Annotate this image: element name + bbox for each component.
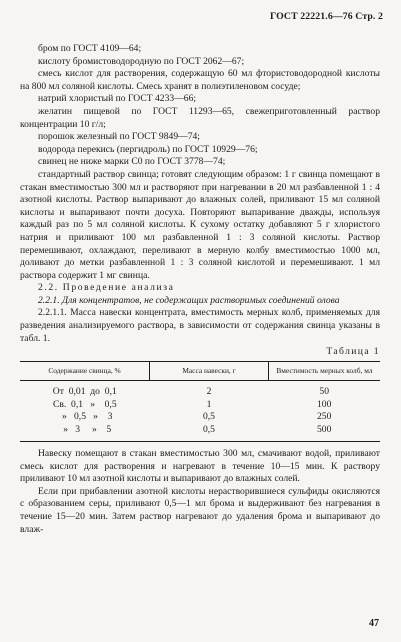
table-cell: 100: [317, 398, 332, 410]
text-line: натрий хлористый по ГОСТ 4233—66;: [38, 93, 197, 105]
table-cell: 250: [317, 411, 332, 423]
data-table: [20, 361, 380, 442]
table-header-cell: Содержание свинца, %: [20, 361, 150, 380]
paragraph: 2.2.1.1. Масса навески концентрата, вместимость мерных колб, применяемых для разведения анализируемого раствора, в зависимости от содержания свинца указаны в табл. 1.: [20, 307, 380, 344]
text-line: свинец не ниже марки С0 по ГОСТ 3778—74;: [38, 156, 226, 168]
table-cell: От 0,01 до 0,1: [52, 385, 117, 397]
text-line: смесь кислот для растворения, содержащую 60 мл фтористоводородной кислоты на 800 мл соляной кислоты. Смесь хранят в полиэтиленовом сосуде;: [20, 68, 380, 92]
table-header-row: [20, 361, 380, 380]
table-cell: » 0,5 » 3: [57, 411, 113, 423]
text-line: бром по ГОСТ 4109—64;: [38, 43, 142, 54]
table-caption: Таблица 1: [326, 346, 380, 358]
text-line: водорода перекись (пергидроль) по ГОСТ 10929—76;: [38, 143, 258, 155]
standard-solution-paragraph: стандартный раствор свинца; готовят следующим образом: 1 г свинца помещают в стакан вместимостью 300 мл и растворяют при нагревании в 20 мл разбавленной 1 : 4 азотной кислоты. Раствор выпаривают до влажных солей, приливают 15 мл соляной кислоты и выпаривают почти досуха. Повторяют выпаривание дважды, используя каждый раз по 5 мл соляной кислоты. К сухому остатку добавляют 5 г хлористого натрия и приливают 100 мл разбавленной 1 : 3 соляной кислоты. Раствор перемешивают, охлаждают, переливают в мерную колбу вместимостью 1000 мл, доливают до метки разбавленной 1 : 3 соляной кислотой и перемешивают. 1 мл раствора содержит 1 мг свинца.: [20, 168, 380, 281]
table-row: [20, 380, 380, 398]
text-line: кислоту бромистоводородную по ГОСТ 2062—67;: [38, 55, 245, 67]
table-row: [20, 424, 380, 441]
table-cell: 500: [268, 424, 380, 441]
subsection-heading-text: 2.2.1. Для концентратов, не содержащих растворимых соединений олова: [38, 294, 340, 306]
subsection-heading: [20, 295, 380, 308]
page-number: 47: [369, 618, 379, 629]
page-body: [20, 43, 380, 536]
text-line: желатин пищевой по ГОСТ 11293—65, свежеприготовленный раствор концентрации 10 г/л;: [20, 105, 380, 130]
section-heading: 2.2. Проведение анализа: [38, 282, 175, 294]
table-header-cell: Масса навески, г: [150, 361, 269, 380]
table-cell: 2: [206, 385, 212, 397]
table-cell: 1: [206, 398, 212, 410]
table-cell: 50: [319, 385, 329, 397]
table-cell: Св. 0,1 » 0,5: [52, 398, 117, 410]
table-cell: » 3 » 5: [20, 424, 150, 441]
paragraph: Если при прибавлении азотной кислоты нерастворившиеся сульфиды окисляются с образованием серы, приливают 0,5—1 мл брома и выдерживают без нагревания в течение 15—20 мин. Затем раствор нагревают до удаления брома и выпаривают до влаж-: [20, 485, 380, 535]
paragraph: Навеску помещают в стакан вместимостью 300 мл, смачивают водой, приливают смесь кислот для растворения и нагревают в течение 10—15 мин. К раствору приливают 10 мл азотной кислоты и выпаривают до влажных солей.: [20, 448, 380, 485]
page-header: ГОСТ 22221.6—76 Стр. 2: [270, 11, 383, 22]
table-header-cell: Вместимость мерных колб, мл: [268, 361, 380, 380]
text-line: порошок железный по ГОСТ 9849—74;: [38, 131, 200, 143]
table-cell: 0,5: [202, 411, 215, 423]
table-cell: 0,5: [150, 424, 269, 441]
table-row: [20, 411, 380, 424]
table-row: [20, 399, 380, 412]
